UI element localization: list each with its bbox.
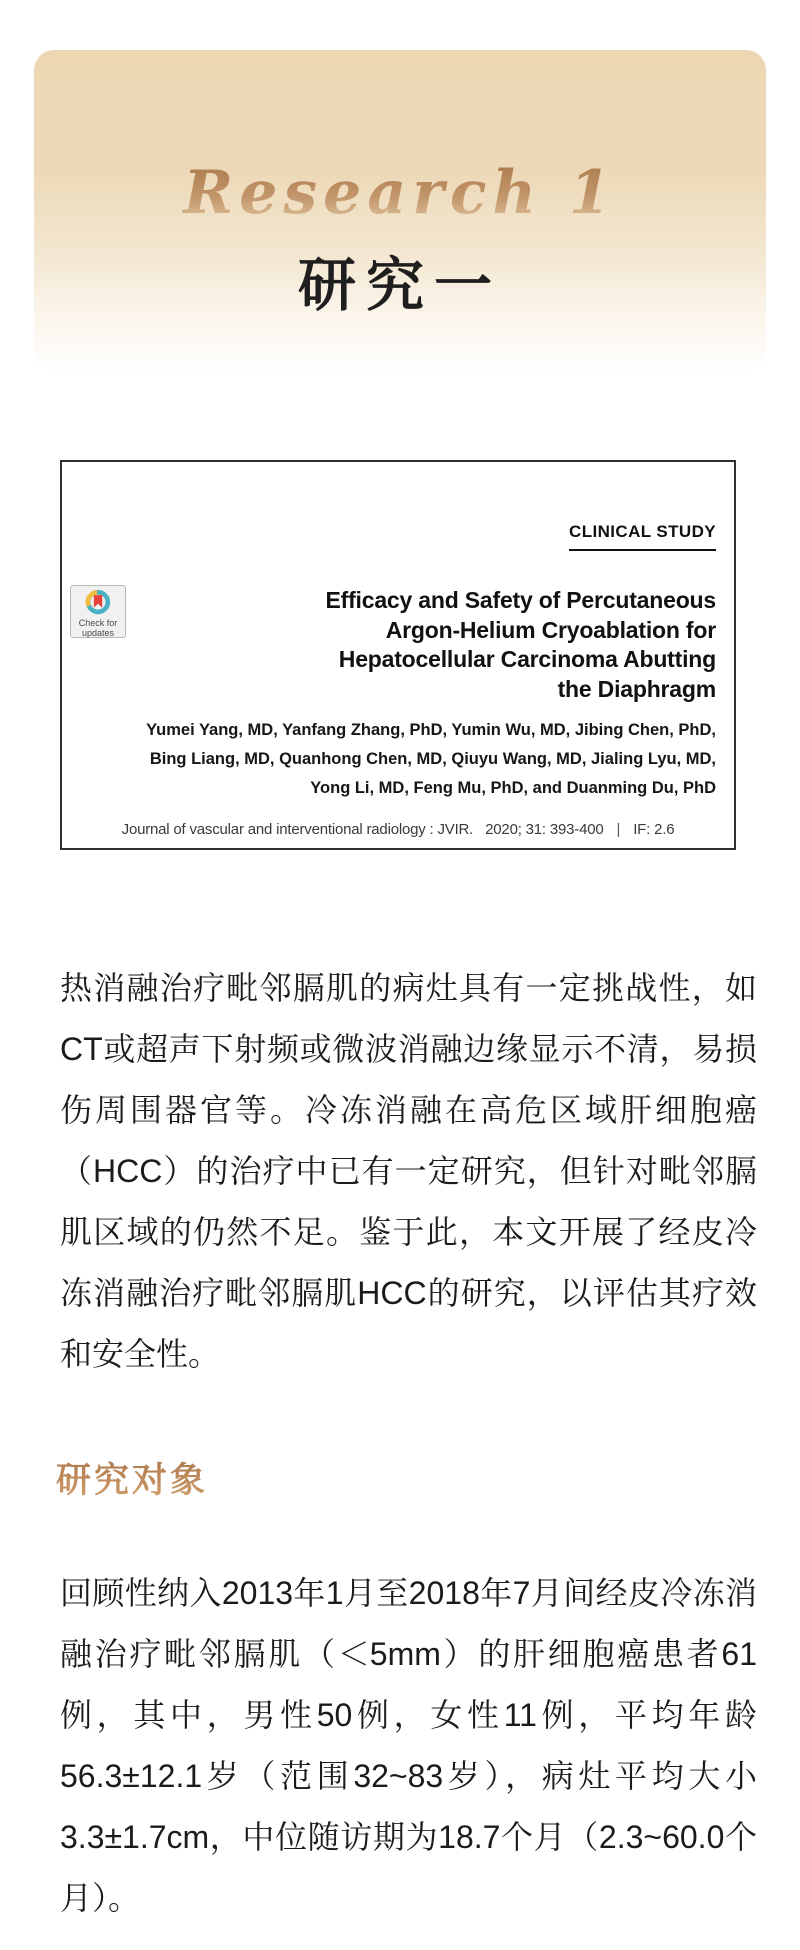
journal-info	[62, 821, 734, 838]
paper-category-label: CLINICAL STUDY	[569, 522, 716, 551]
paper-title-line: Argon-Helium Cryoablation for	[385, 616, 716, 643]
crossmark-circle-icon	[83, 589, 113, 617]
paper-citation-card	[60, 460, 736, 850]
paper-title-line: Efficacy and Safety of Percutaneous	[325, 587, 716, 613]
check-for-updates-label: Check for updates	[78, 618, 118, 638]
header-banner	[34, 50, 766, 372]
journal-name: Journal of vascular and interventional radiology : JVIR.	[121, 821, 474, 838]
journal-impact-factor: IF: 2.6	[633, 821, 675, 838]
paper-authors	[76, 716, 716, 803]
journal-separator: |	[616, 821, 621, 838]
paper-title-line: Hepatocellular Carcinoma Abutting	[338, 646, 716, 672]
paper-authors-line: Bing Liang, MD, Quanhong Chen, MD, Qiuyu Wang, MD, Jialing Lyu, MD,	[149, 750, 716, 768]
section-heading-study-subjects: 研究对象	[56, 1453, 208, 1503]
paper-title	[132, 586, 716, 704]
paper-authors-line: Yong Li, MD, Feng Mu, PhD, and Duanming Du, PhD	[310, 779, 716, 797]
header-title-chinese: 研究一	[297, 251, 502, 319]
paper-title-line: the Diaphragm	[557, 675, 716, 702]
header-title-english: Research 1	[34, 158, 766, 228]
journal-citation: 2020; 31: 393-400	[485, 821, 604, 838]
paper-authors-line: Yumei Yang, MD, Yanfang Zhang, PhD, Yumin Wu, MD, Jibing Chen, PhD,	[146, 721, 716, 739]
check-for-updates-badge[interactable]	[70, 585, 126, 638]
study-subjects-paragraph: 回顾性纳入2013年1月至2018年7月间经皮冷冻消融治疗毗邻膈肌（＜5mm）的肝细胞癌患者61例，其中，男性50例，女性11例，平均年龄56.3±12.1岁（范围32~83岁），病灶平均大小3.3±1.7cm，中位随访期为18.7个月（2.3~60.0个月）。	[60, 1575, 757, 1916]
intro-paragraph: 热消融治疗毗邻膈肌的病灶具有一定挑战性，如CT或超声下射频或微波消融边缘显示不清，易损伤周围器官等。冷冻消融在高危区域肝细胞癌（HCC）的治疗中已有一定研究，但针对毗邻膈肌区域的仍然不足。鉴于此，本文开展了经皮冷冻消融治疗毗邻膈肌HCC的研究，以评估其疗效和安全性。	[60, 970, 757, 1372]
